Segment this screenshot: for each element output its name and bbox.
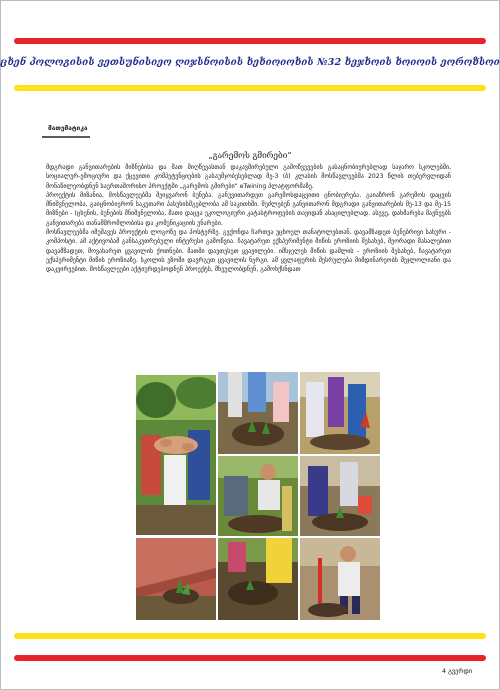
photo-planting-kids — [218, 372, 298, 454]
photo-watering — [300, 456, 380, 536]
article-title: „გარემოს გმირები“ — [208, 150, 292, 160]
photo-soil-digging — [218, 538, 298, 620]
page-number: 4 გვერდი — [442, 667, 472, 675]
newsletter-header-title: ცხენ პოლოგისის ვეთსუნისიეო ღიჯსნოისის ხეხიოიოხის №32 ხეჯხოის ხოიოის ეოროზსოი — [0, 56, 500, 68]
bottom-red-bar — [14, 655, 486, 661]
article-paragraph: მდგრადი განვითარების მიზნებისა და მათ მიღწევასთან დაკავშირებული გამოწვევების გასაცნობიერებლად საჯარო სკოლებში, სოციალურ-ემოციური და ქცევითი კომპეტენციების გასაუმჯობესებლად მე-3 (ბ) კლასის მოსწავლეებმა 2023 წლის თებერვლიდან მონაწილეობდნენ საერთაშორისო პროექტში „გარემოს გმირები“ eTwining პლატფორმაზე. — [46, 164, 451, 190]
photo-kids-group — [300, 372, 380, 454]
photo-hands-circle — [136, 375, 216, 535]
photo-seedling-path — [136, 538, 216, 620]
section-underline — [42, 136, 90, 138]
top-red-bar — [14, 38, 486, 44]
article-paragraph: პროექტის მიზანია, მოსწავლეებმა შეიყვარონ ბუნება. განუვითარდეთ გარემოსდაცვითი ცნობიერება. გაიაზრონ გარემოს დაცვის მნიშვნელობა, გაიცნობიერონ საკუთარი პასუხისმგებლობა ამ საკითხში. შეძლებენ განვითარონ მდგრადი განვითარების მე-13 და მე-15 მიზნები - (ცხენის, ბუნების მნიშვნელობა, მათი დაცვა ეკოლოგიური კატასტროფების თავიდან ასაცილებლად. ასევე, დახმარება მავნეებს განვითარება თანამშრომლობისა და კომუნიკაციის უნარები. — [46, 191, 451, 227]
article-body — [46, 163, 451, 275]
top-yellow-bar — [14, 85, 486, 91]
article-paragraph: მოსწავლეებმა იმუშავეს პროექტის ლოგოზე და პოსტერზე. გვქონდა ჩართვა უცხოელ თანატოლებთან. დავამზადეთ ბუნებრივი სახური - კომპოსტი. ამ აქტივობამ განსაკუთრებული ინტერესი გამოწვია. ჩავატარეთ ექსპერიმენტი მიწის ეროზიის შესახებ, მეორადი მასალებით დავამზადეთ, მოვახარეთ ყვავილის ქოთნები. მათში დავთესეთ ყვავილები. იმსჯელეს მიწის დაშლის - ეროზიის შესახებ, ჩავატარეთ ექსპერიმენტი მიწის ეროზიაზე. სკოლის ეზოში დავრგეთ ყვავილის ნერგი. ამ ყვლაფერის შესრულება მიმდინარეობს შეჯლოლიანი და დაკვირვებით. მოსწავლეები აქტიურდებოდნენ პროექტს, მხეულობდნენ, გამოხქსნდათ — [46, 229, 451, 274]
photo-kid-shovel — [300, 538, 380, 620]
section-label: მათემატიკა — [48, 124, 88, 132]
bottom-yellow-bar — [14, 633, 486, 639]
photo-planting-boy — [218, 456, 298, 536]
